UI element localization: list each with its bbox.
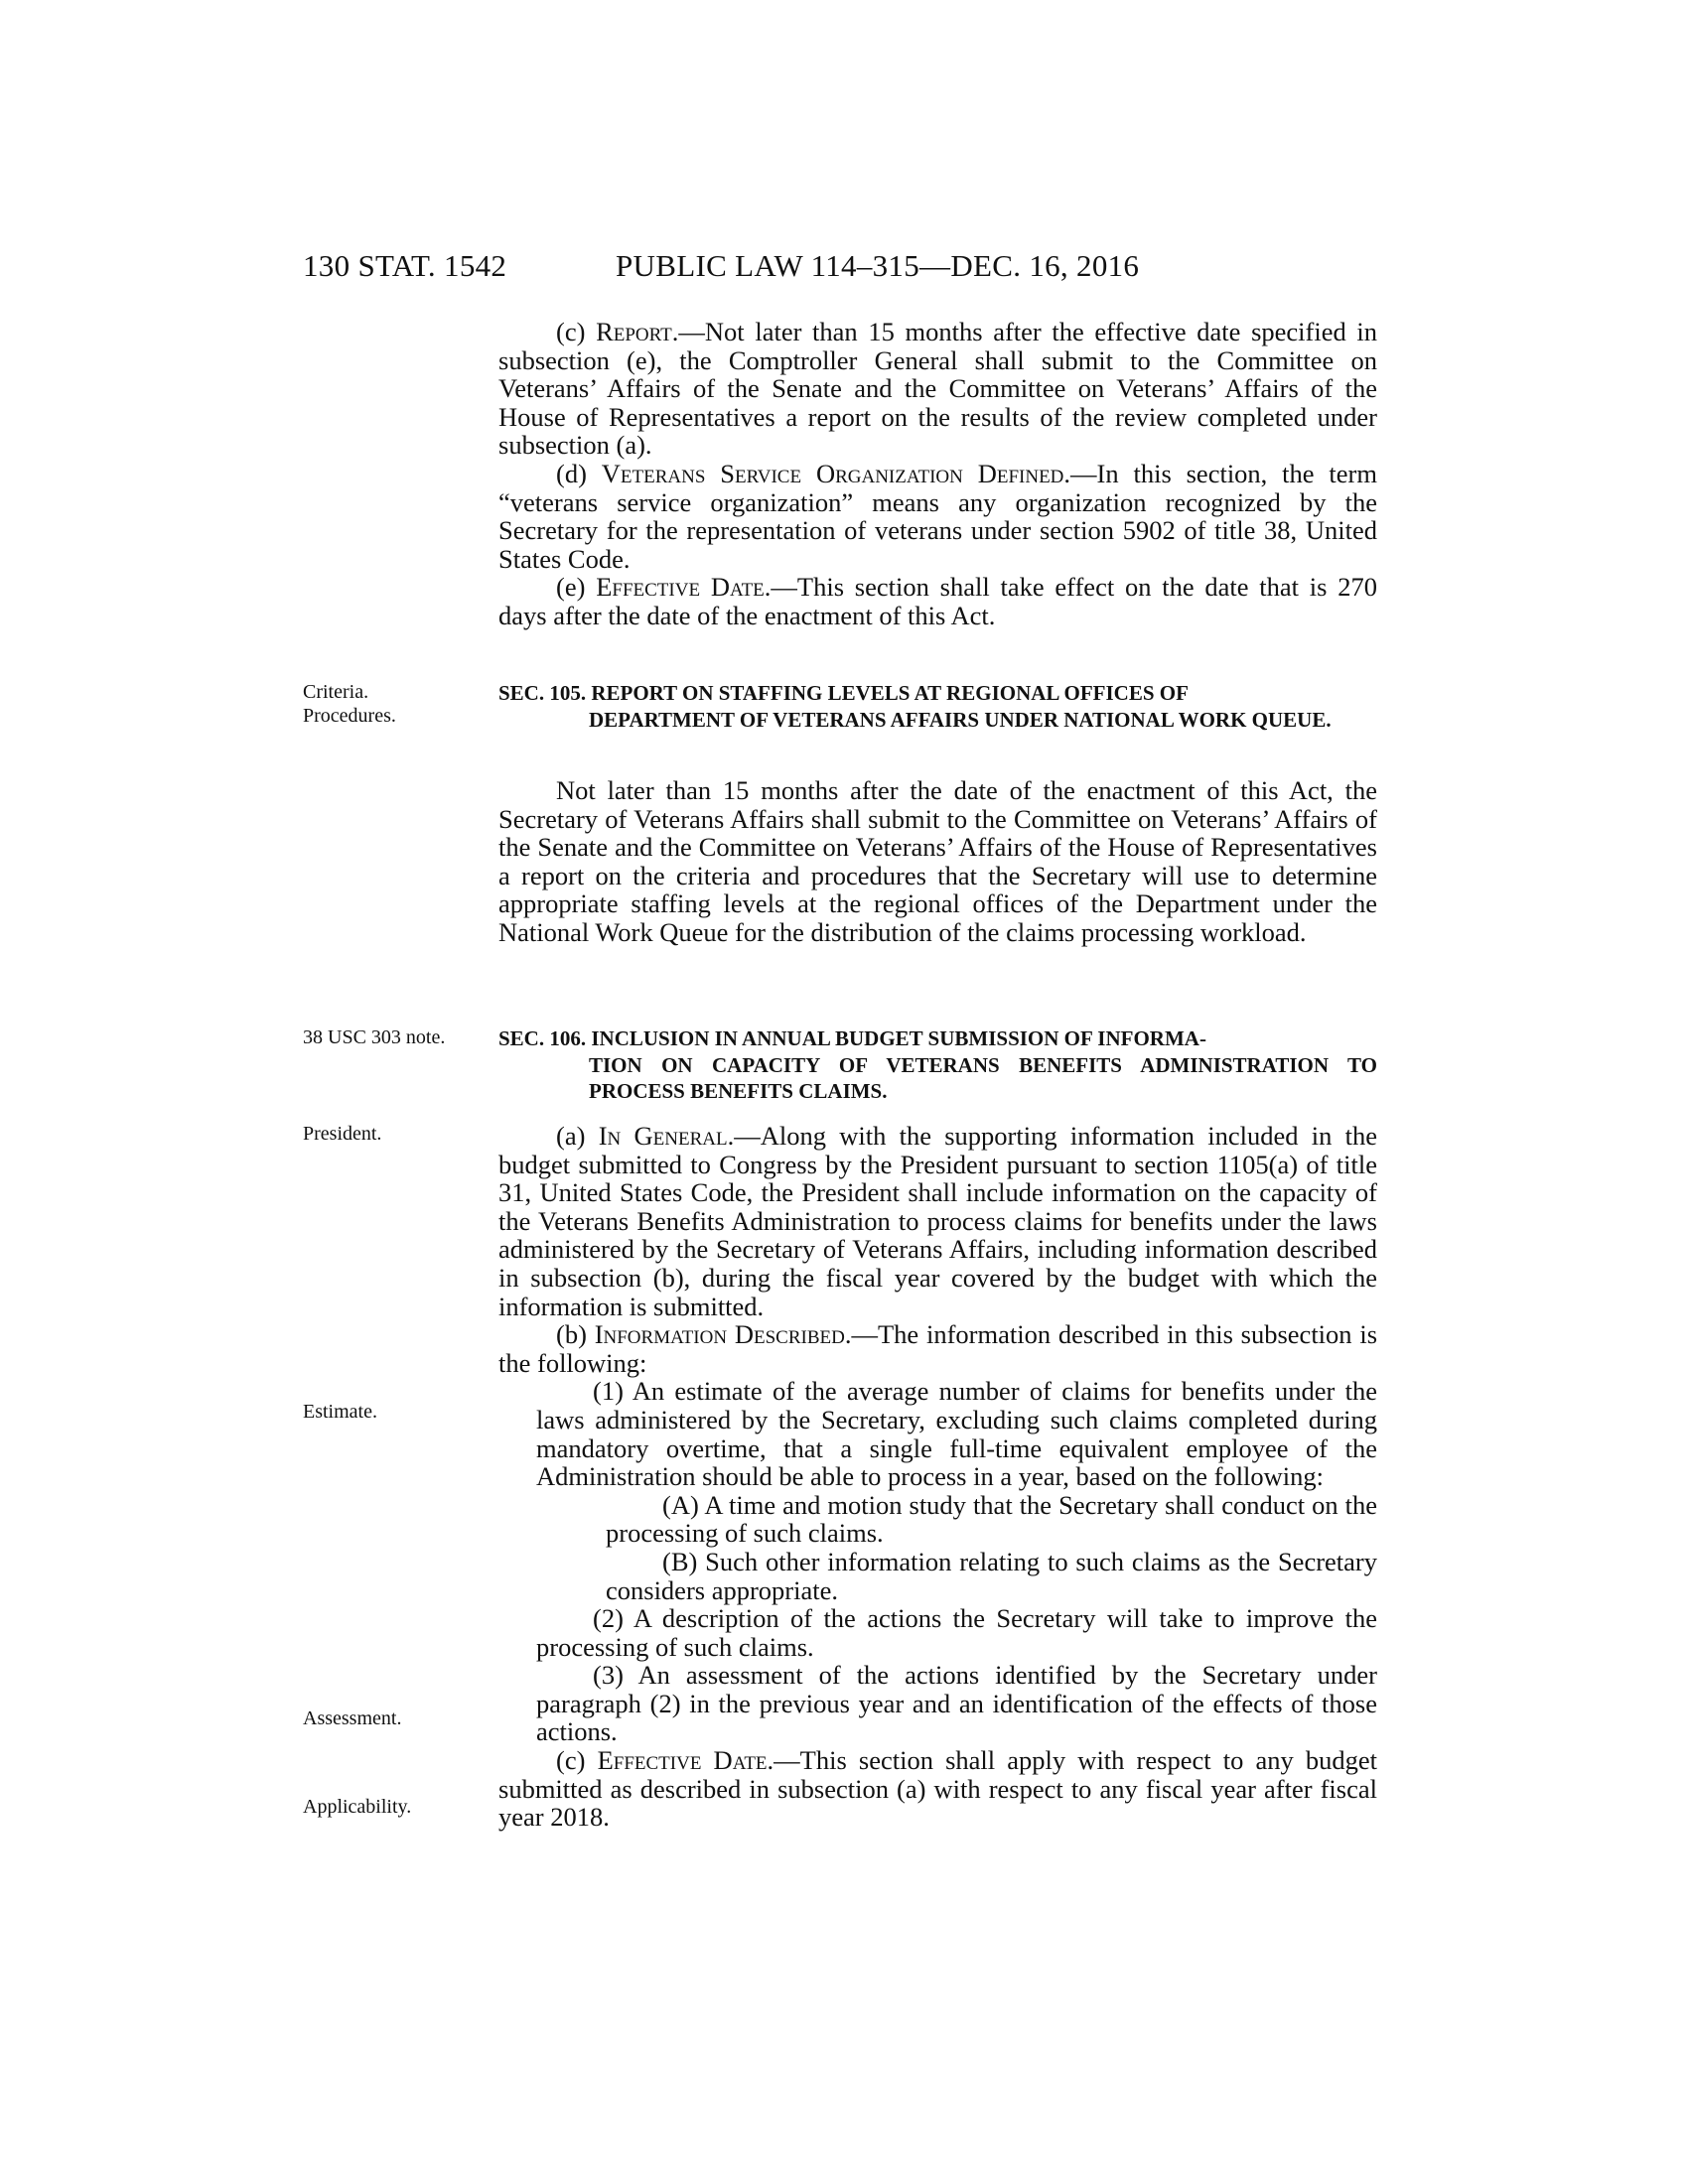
subsection-a-in-general: (a) In General.—Along with the supporting information included in the budget submitted to Congress by the President pursuant to section 1105(a) of title 31, United States Code, the President shall include information on the capacity of the Veterans Benefits Administration to process claims for benefits under the laws administered by the Secretary of Veterans Affairs, including information described in subsection (b), during the fiscal year covered by the budget with which the information is submitted. [498, 1121, 1377, 1321]
page-header [0, 248, 1688, 288]
section-104-continuation [498, 318, 1377, 630]
public-law-title: PUBLIC LAW 114–315—DEC. 16, 2016 [616, 248, 1140, 283]
subparagraph-a: (A) A time and motion study that the Secretary shall conduct on the processing of such claims. [606, 1489, 1377, 1549]
subsection-c-report: (c) Report.—Not later than 15 months after the effective date specified in subsection (e), the Comptroller General shall submit to the Committee on Veterans’ Affairs of the Senate and the Committee on Veterans’ Affairs of the House of Representatives a report on the results of the review completed under subsection (a). [498, 317, 1377, 461]
paragraph-3: (3) An assessment of the actions identified by the Secretary under paragraph (2) in the previous year and an identification of the effects of those actions. [536, 1660, 1377, 1747]
sec-105-body: Not later than 15 months after the date of the enactment of this Act, the Secretary of Veterans Affairs shall submit to the Committee on Veterans’ Affairs of the Senate and the Committee on Veterans’ Affairs of the House of Representatives a report on the criteria and procedures that the Secretary will use to determine appropriate staffing levels at the regional offices of the Department under the National Work Queue for the distribution of the claims processing workload. [498, 775, 1377, 947]
margin-note-estimate: Estimate. [303, 1401, 377, 1423]
margin-note-assessment: Assessment. [303, 1707, 402, 1729]
sec-106-body [498, 1122, 1377, 1832]
subsection-e-effective-date: (e) Effective Date.—This section shall take effect on the date that is 270 days after the date of the enactment of this Act. [498, 572, 1377, 630]
margin-note-applicability: Applicability. [303, 1796, 412, 1818]
margin-note-president: President. [303, 1123, 382, 1145]
paragraph-1: (1) An estimate of the average number of claims for benefits under the laws administered by the Secretary, excluding such claims completed during mandatory overtime, that a single full-time equivalent employee of the Administration should be able to process in a year, based on the following: [536, 1376, 1377, 1492]
margin-note-criteria: Criteria. Procedures. [303, 681, 396, 727]
margin-note-usc: 38 USC 303 note. [303, 1026, 446, 1048]
subparagraph-b: (B) Such other information relating to such claims as the Secretary considers appropriate. [606, 1546, 1377, 1605]
sec-106-heading: SEC. 106. INCLUSION IN ANNUAL BUDGET SUBMISSION OF INFORMA- TION ON CAPACITY OF VETERANS BENEFITS ADMINISTRATION TO PROCESS BENEFITS CLAIMS. [498, 1026, 1377, 1103]
paragraph-2: (2) A description of the actions the Secretary will take to improve the processing of such claims. [536, 1603, 1377, 1662]
subsection-c-effective-date: (c) Effective Date.—This section shall apply with respect to any budget submitted as described in subsection (a) with respect to any fiscal year after fiscal year 2018. [498, 1745, 1378, 1833]
subsection-b-information-described: (b) Information Described.—The information described in this subsection is the following: [498, 1319, 1378, 1378]
sec-105-heading: SEC. 105. REPORT ON STAFFING LEVELS AT REGIONAL OFFICES OF DEPARTMENT OF VETERANS AFFAIRS UNDER NATIONAL WORK QUEUE. [498, 681, 1332, 732]
subsection-d-vso-defined: (d) Veterans Service Organization Defined.—In this section, the term “veterans service organization” means any organization recognized by the Secretary for the representation of veterans under section 5902 of title 38, United States Code. [498, 458, 1377, 574]
stat-page-number: 130 STAT. 1542 [303, 248, 507, 283]
